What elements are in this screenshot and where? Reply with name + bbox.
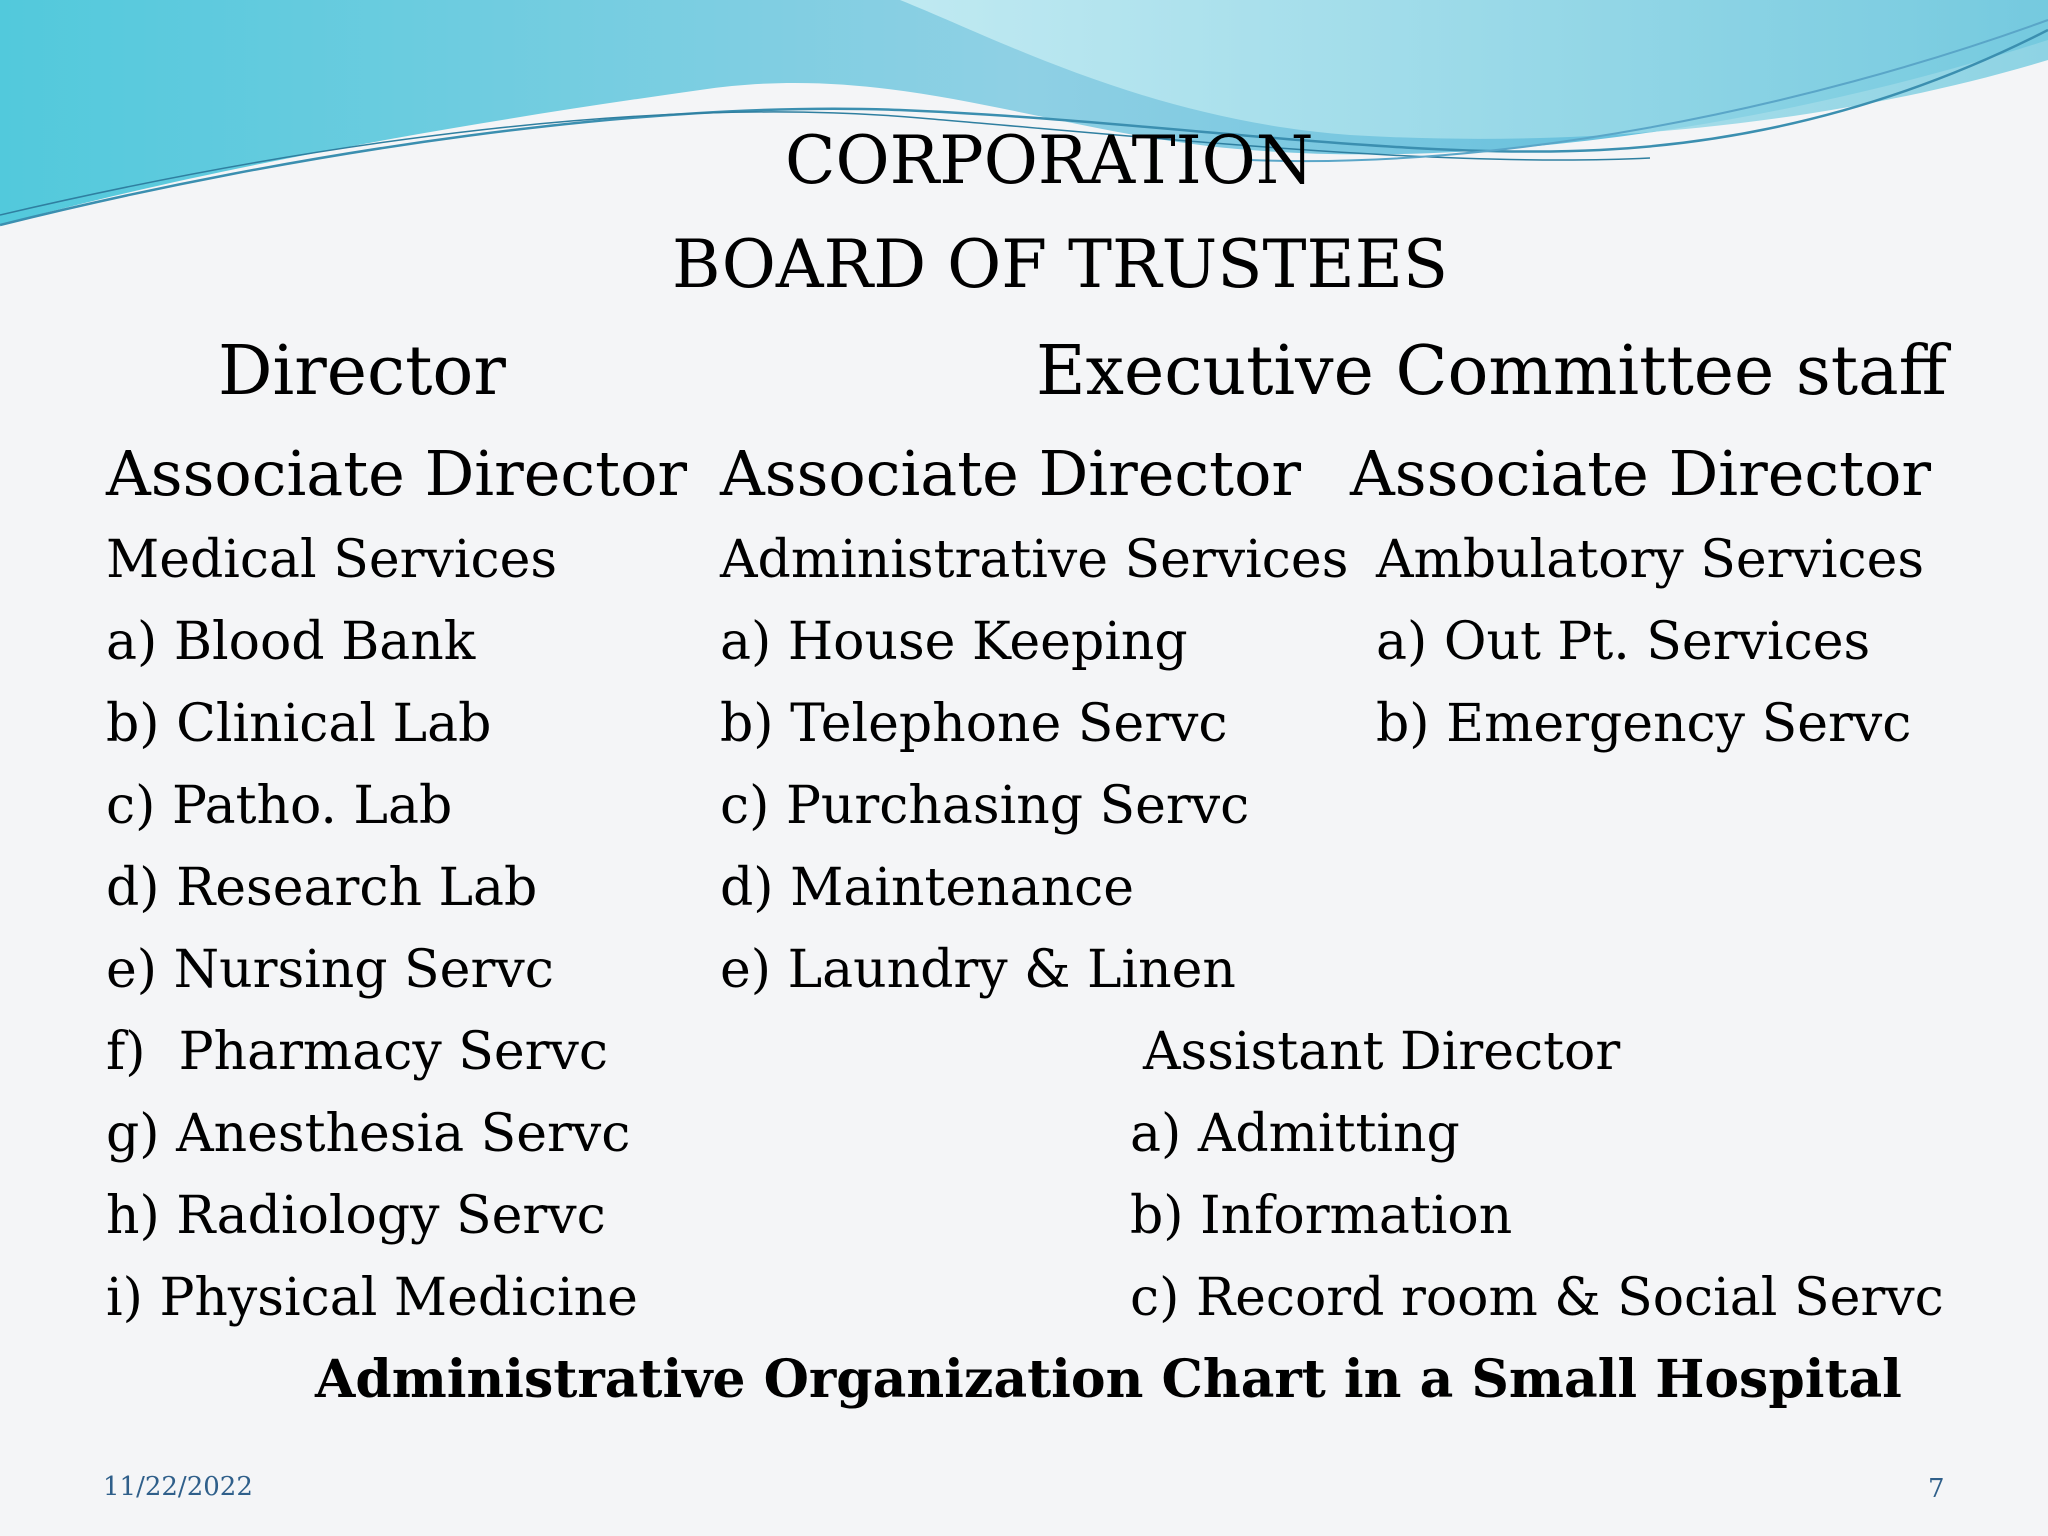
column-2-subheading: Administrative Services xyxy=(720,530,1349,590)
chart-caption: Administrative Organization Chart in a Small Hospital xyxy=(315,1349,1902,1410)
list-item: b) Emergency Servc xyxy=(1376,694,1912,754)
list-item: e) Nursing Servc xyxy=(106,940,554,1000)
executive-committee-label: Executive Committee staff xyxy=(1036,332,1947,411)
list-item: c) Record room & Social Servc xyxy=(1130,1268,1944,1328)
list-item: a) Out Pt. Services xyxy=(1376,612,1871,672)
list-item: e) Laundry & Linen xyxy=(720,940,1236,1000)
column-2-heading: Associate Director xyxy=(720,437,1302,510)
list-item: a) House Keeping xyxy=(720,612,1188,672)
title-corporation: CORPORATION xyxy=(785,122,1314,199)
assistant-director-heading: Assistant Director xyxy=(1143,1022,1621,1082)
list-item: g) Anesthesia Servc xyxy=(106,1104,631,1164)
list-item: c) Purchasing Servc xyxy=(720,776,1250,836)
list-item: c) Patho. Lab xyxy=(106,776,453,836)
list-item: b) Telephone Servc xyxy=(720,694,1228,754)
list-item: i) Physical Medicine xyxy=(106,1268,638,1328)
column-1-heading: Associate Director xyxy=(106,437,688,510)
list-item: f) Pharmacy Servc xyxy=(106,1022,609,1082)
column-3-heading: Associate Director xyxy=(1350,437,1932,510)
list-item: d) Maintenance xyxy=(720,858,1135,918)
list-item: a) Blood Bank xyxy=(106,612,476,672)
list-item: h) Radiology Servc xyxy=(106,1186,606,1246)
director-label: Director xyxy=(218,332,506,411)
column-1-subheading: Medical Services xyxy=(106,530,558,590)
title-board-of-trustees: BOARD OF TRUSTEES xyxy=(672,226,1449,303)
column-3-subheading: Ambulatory Services xyxy=(1376,530,1925,590)
list-item: b) Information xyxy=(1130,1186,1513,1246)
list-item: a) Admitting xyxy=(1130,1104,1460,1164)
list-item: b) Clinical Lab xyxy=(106,694,492,754)
list-item: d) Research Lab xyxy=(106,858,538,918)
page-number: 7 xyxy=(1928,1474,1945,1504)
footer-date: 11/22/2022 xyxy=(103,1472,253,1502)
